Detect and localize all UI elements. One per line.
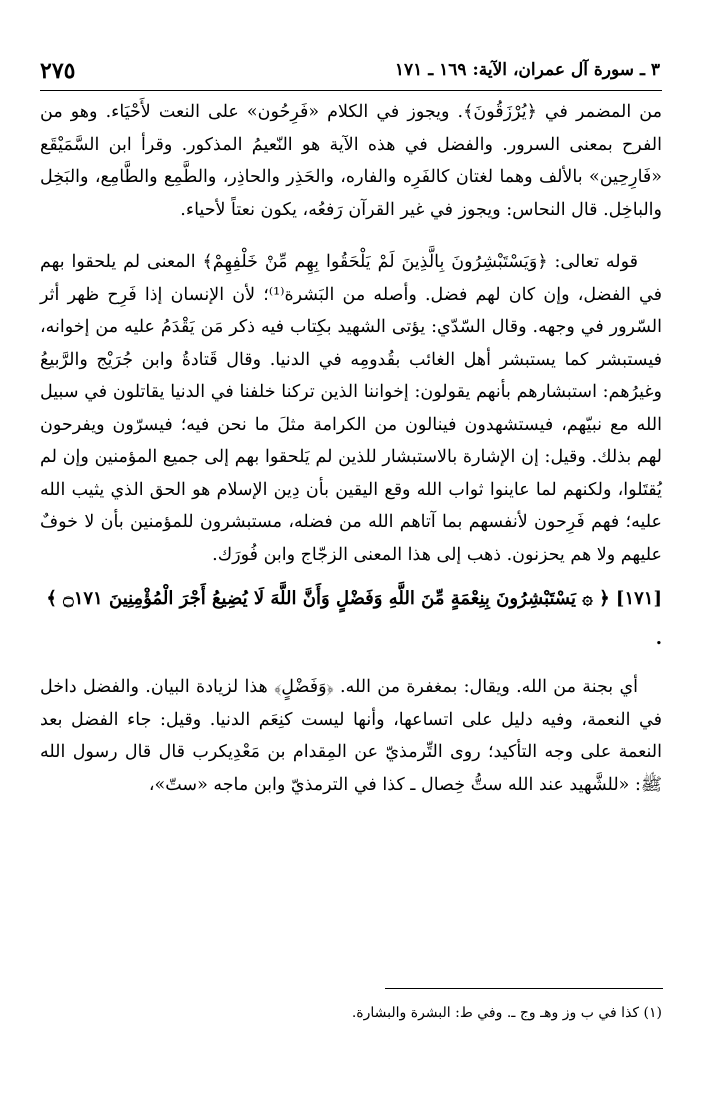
- footnote: (١) كذا في ب وز وهـ وج ـ. وفي ط: البشرة والبشارة.: [351, 1005, 662, 1021]
- page-number: ٢٧٥: [40, 58, 76, 84]
- header-rule: [40, 90, 662, 91]
- page-header: [40, 58, 660, 86]
- paragraph-gap: [40, 226, 662, 246]
- body-text: [40, 96, 662, 801]
- paragraph-1: من المضمر في ﴿يُرْزَقُونَ﴾. ويجوز في الكلام «فَرِحُون» على النعت لأَحْيَاء. وهو من الفرح بمعنى السرور. والفضل في هذه الآية هو النّعيمُ المذكور. وقرأ ابن السَّمَيْقَع «فَارِحِين» بالألف وهما لغتان كالفَرِه والفاره، والحَذِر والحاذِر، والطَّمِع والطَّامِع، والبَخِل والباخِل. قال النحاس: ويجوز في غير القرآن رَفعُه، يكون نعتاً لأحياء.: [40, 102, 662, 220]
- paragraph-3: أي بجنة من الله. ويقال: بمغفرة من الله. ﴿وَفَضْلٍ﴾ هذا لزيادة البيان. والفضل داخل في النعمة، وفيه دليل على اتساعها، وأنها ليست كنِعَم الدنيا. وقيل: جاء الفضل بعد النعمة على وجه التأكيد؛ روى التِّرمذيّ عن المِقدام بن مَعْدِيكرب قال قال رسول الله ﷺ: «للشَّهيد عند الله ستُّ خِصال ـ كذا في الترمذيّ وابن ماجه «ستّ»،: [40, 677, 662, 795]
- verse-number: [١٧١]: [615, 588, 662, 609]
- footnote-rule: [385, 988, 663, 989]
- running-head: ٣ ـ سورة آل عمران، الآية: ١٦٩ ـ ١٧١: [394, 60, 660, 80]
- verse-heading: [40, 579, 662, 659]
- paragraph-2: قوله تعالى: ﴿وَيَسْتَبْشِرُونَ بِالَّذِينَ لَمْ يَلْحَقُوا بِهِم مِّنْ خَلْفِهِمْ﴾ المعنى لم يلحقوا بهم في الفضل، وإن كان لهم فضل. وأصله من البَشرة⁽¹⁾؛ لأن الإنسان إذا فَرِح ظهر أثر السّرور في وجهه. وقال السّدّي: يؤتى الشهيد بكِتاب فيه ذكر مَن يَقْدَمُ عليه من إخوانه، فيستبشر كما يستبشر أهل الغائب بقُدومِه في الدنيا. وقال قَتادةُ وابن جُرَيْج والرَّبيعُ وغيرُهم: استبشارهم بأنهم يقولون: إخواننا الذين تركنا خلفنا في الدنيا يقاتلون في سبيل الله مع نبيّهم، فيستشهدون فينالون من الكرامة مثلَ ما نحن فيه؛ فيسرّون ويفرحون لهم بذلك. وقيل: إن الإشارة بالاستبشار للذين لم يَلحقوا بهم إلى جميع المؤمنين وإن لم يُقتَلوا، ولكنهم لما عاينوا ثواب الله وقع اليقين بأن دِين الإسلام هو الحق الذي يثيب الله عليه؛ فهم فَرِحون لأنفسهم بما آتاهم الله من فضله، مستبشرون للمؤمنين بأن لا خوفٌ عليهم ولا هم يحزنون. ذهب إلى هذا المعنى الزجّاج وابن فُورَك.: [40, 252, 663, 565]
- verse-text: ﴿ ۞ يَسْتَبْشِرُونَ بِنِعْمَةٍ مِّنَ اللَّهِ وَفَضْلٍ وَأَنَّ اللَّهَ لَا يُضِيعُ أَجْرَ الْمُؤْمِنِينَ ۝١٧١ ﴾ .: [46, 588, 662, 649]
